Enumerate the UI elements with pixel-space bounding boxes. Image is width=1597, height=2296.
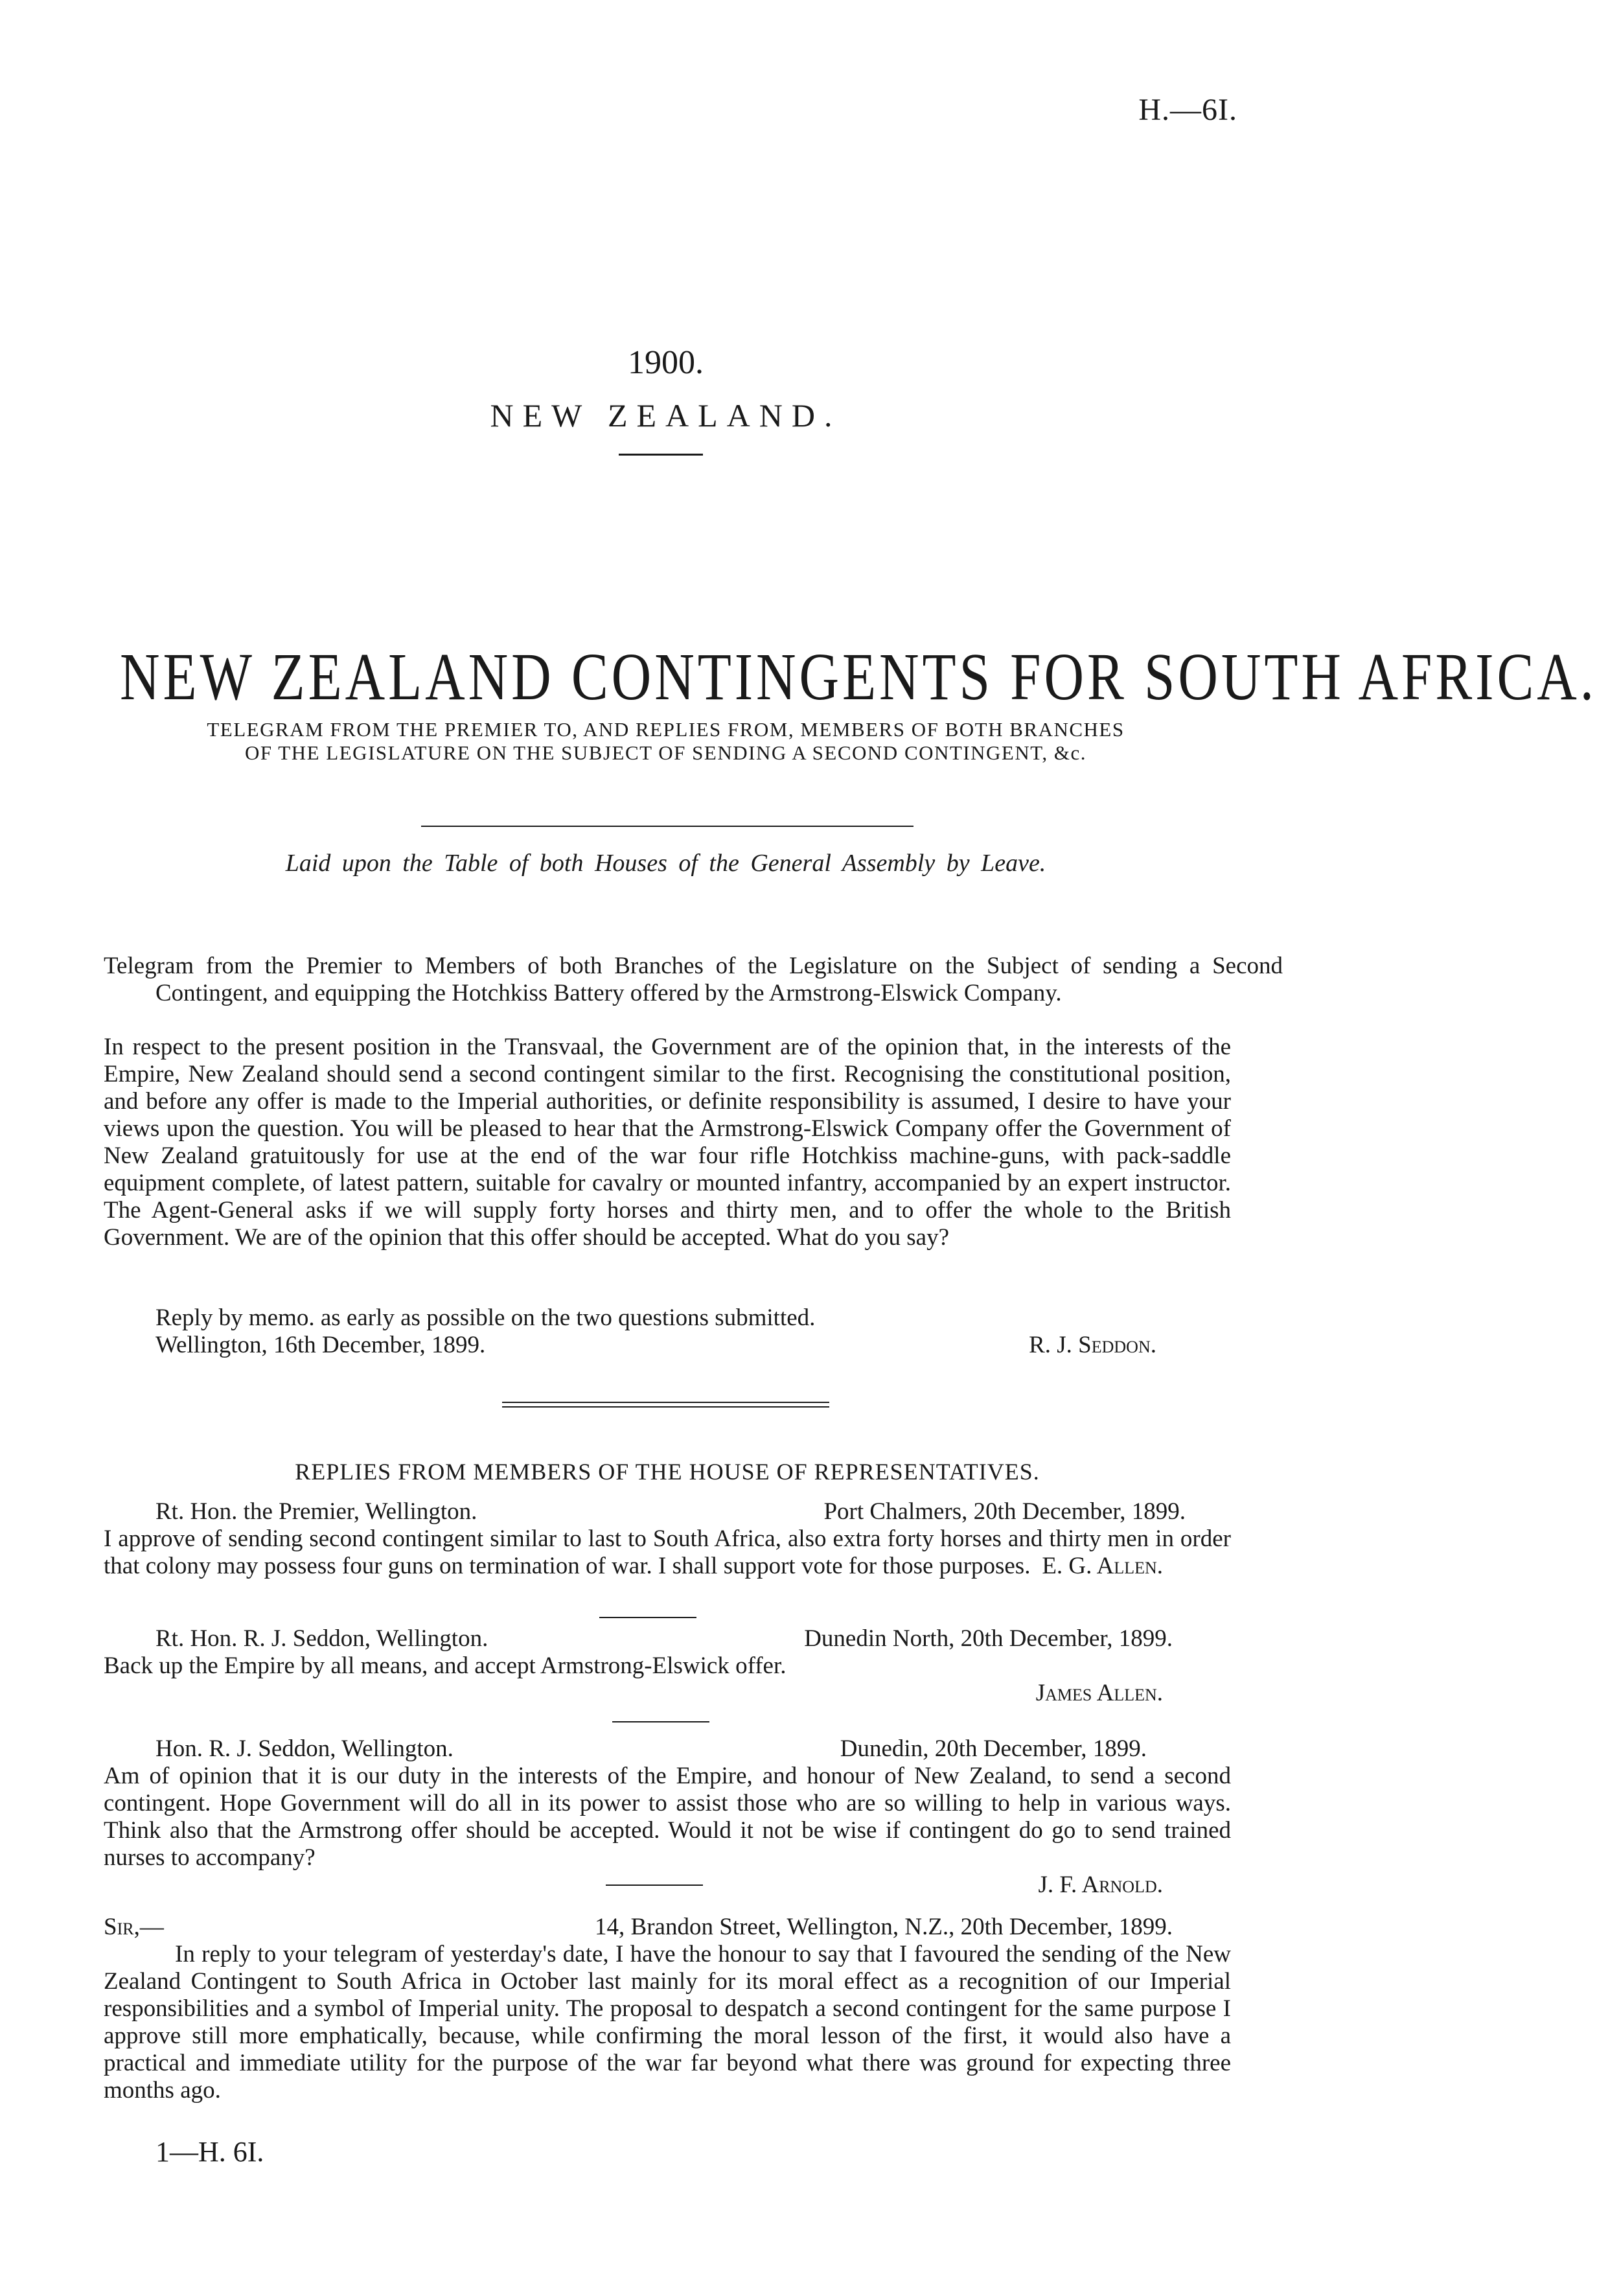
reply-1-place-date: Port Chalmers, 20th December, 1899. xyxy=(823,1498,1186,1525)
reply-1-signature: E. G. Allen. xyxy=(1042,1553,1163,1579)
reply-2-body: Back up the Empire by all means, and accept Armstrong-Elswick offer. xyxy=(104,1652,787,1679)
paper-reference: H.—6I. xyxy=(1138,93,1237,127)
reply-separator-1 xyxy=(599,1617,696,1618)
reply-2-place-date: Dunedin North, 20th December, 1899. xyxy=(804,1625,1173,1652)
reply-3-signature: J. F. Arnold. xyxy=(1038,1872,1163,1898)
country-heading: NEW ZEALAND. xyxy=(490,397,842,434)
reply-3-body: Am of opinion that it is our duty in the interests of the Empire, and honour of New Zealand, to send a second contingent. Hope Government will do all in its power to assist those who are so willing to help in various ways. Think also that the Armstrong offer should be accepted. Would it not be wise if contingent do go to send trained nurses to accompany? xyxy=(104,1763,1231,1871)
reply-3-addressee: Hon. R. J. Seddon, Wellington. xyxy=(155,1735,454,1762)
document-title: NEW ZEALAND CONTINGENTS FOR SOUTH AFRICA. xyxy=(119,640,1597,714)
reply-1-addressee: Rt. Hon. the Premier, Wellington. xyxy=(155,1498,477,1525)
reply-2 xyxy=(104,1625,1231,1707)
telegram-reply-line: Reply by memo. as early as possible on the two questions submitted. Wellington, 16th December, 1899. R. J. Seddon. xyxy=(104,1305,1231,1359)
reply-separator-2 xyxy=(612,1721,709,1722)
reply-2-signature: James Allen. xyxy=(1035,1680,1163,1706)
section-double-rule xyxy=(502,1402,829,1408)
telegram-place-date: Wellington, 16th December, 1899. xyxy=(155,1332,486,1358)
reply-4-salutation: Sir,— xyxy=(104,1914,164,1940)
telegram-signature: R. J. Seddon. xyxy=(1029,1332,1156,1358)
year: 1900. xyxy=(628,344,704,381)
telegram-body: In respect to the present position in the Transvaal, the Government are of the opinion that, in the interests of the Empire, New Zealand should send a second contingent similar to the first. Recognising the constitutional position, and before any offer is made to the Imperial authorities, or definite responsibility is assumed, I desire to have your views upon the question. You will be pleased to hear that the Armstrong-Elswick Company offer the Government of New Zealand gratuitously for use at the end of the war four rifle Hotchkiss machine-guns, with pack-saddle equipment complete, of latest pattern, suitable for cavalry or mounted infantry, accompanied by an expert instructor. The Agent-General asks if we will supply forty horses and thirty men, and to offer the whole to the British Government. We are of the opinion that this offer should be accepted. What do you say? xyxy=(104,1034,1231,1251)
laid-notice: Laid upon the Table of both Houses of the General Assembly by Leave. xyxy=(285,850,1046,877)
short-rule xyxy=(619,454,703,456)
divider-rule xyxy=(421,826,913,827)
reply-3-place-date: Dunedin, 20th December, 1899. xyxy=(840,1735,1147,1762)
replies-heading: REPLIES FROM MEMBERS OF THE HOUSE OF REPRESENTATIVES. xyxy=(295,1459,1040,1485)
reply-2-addressee: Rt. Hon. R. J. Seddon, Wellington. xyxy=(155,1625,488,1652)
reply-1-body: I approve of sending second contingent similar to last to South Africa, also extra forty horses and thirty men in order that colony may possess four guns on termination of war. I shall support vote for those purposes. xyxy=(104,1525,1231,1579)
reply-4-body: In reply to your telegram of yesterday's date, I have the honour to say that I favoured the sending of the New Zealand Contingent to South Africa in October last mainly for its moral effect as a recognition of our Imperial responsibilities and a symbol of Imperial unity. The proposal to despatch a second contingent for the same purpose I approve still more emphatically, because, while confirming the moral lesson of the first, it would also have a practical and immediate utility for the purpose of the war far beyond what there was ground for expecting three months ago. xyxy=(104,1941,1231,2104)
telegram-heading: Telegram from the Premier to Members of both Branches of the Legislature on the Subject of sending a Second Contingent, and equipping the Hotchkiss Battery offered by the Armstrong-Elswick Company. xyxy=(104,953,1283,1006)
subtitle-line-2: OF THE LEGISLATURE ON THE SUBJECT OF SENDING A SECOND CONTINGENT, &c. xyxy=(244,741,1087,764)
reply-4 xyxy=(104,1914,1231,2104)
telegram-signoff xyxy=(104,1332,1231,1359)
sheet-signature: 1—H. 6I. xyxy=(155,2136,264,2168)
reply-4-place-date: 14, Brandon Street, Wellington, N.Z., 20th December, 1899. xyxy=(595,1914,1173,1940)
document-subtitle xyxy=(97,718,1234,765)
reply-3 xyxy=(104,1735,1231,1899)
reply-separator-3 xyxy=(606,1884,703,1886)
reply-1 xyxy=(104,1498,1231,1580)
subtitle-line-1: TELEGRAM FROM THE PREMIER TO, AND REPLIES FROM, MEMBERS OF BOTH BRANCHES xyxy=(207,718,1125,741)
